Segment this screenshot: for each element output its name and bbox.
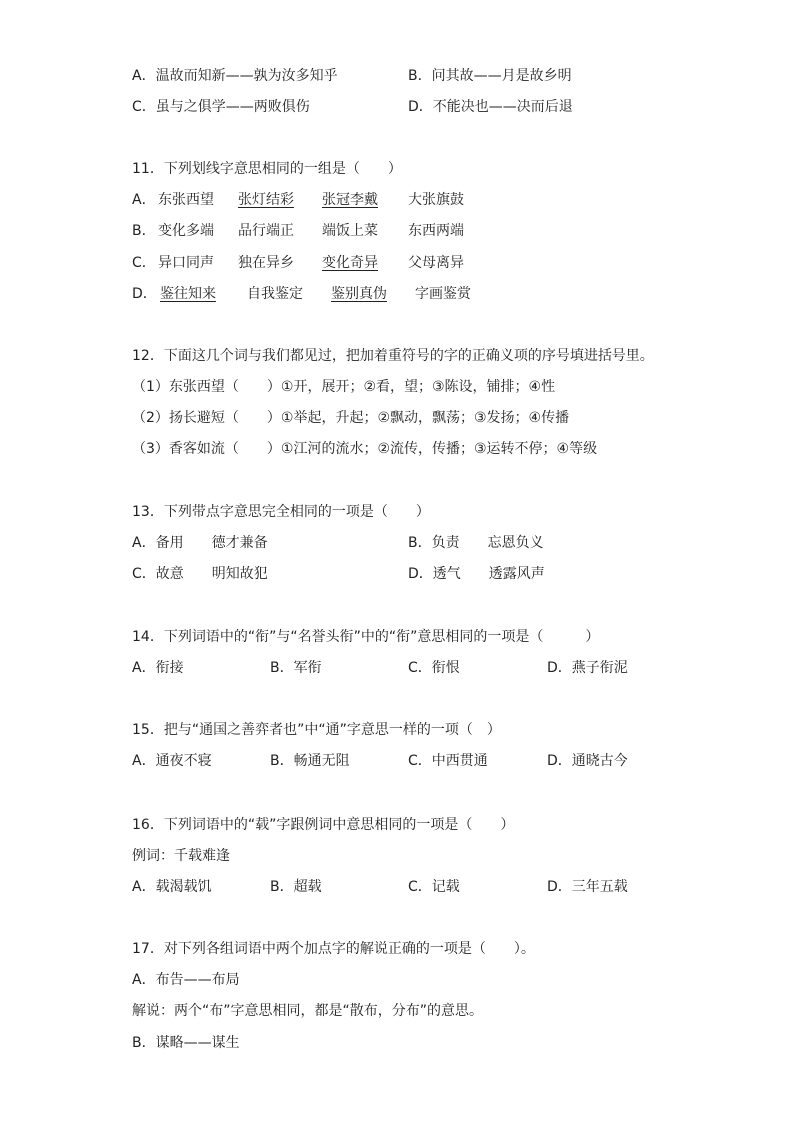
q16-example: 例词：千载难逢 bbox=[132, 848, 230, 864]
q15-option-d: D．通晓古今 bbox=[547, 753, 628, 769]
q13-option-a: A．备用 德才兼备 bbox=[132, 535, 268, 551]
q12-item-3: （3）香客如流（ ）①江河的流水；②流传，传播；③运转不停；④等级 bbox=[132, 441, 598, 457]
q14-option-b: B．军衔 bbox=[270, 660, 322, 676]
q13-option-c: C．故意 明知故犯 bbox=[132, 566, 268, 582]
q16-option-d: D．三年五载 bbox=[547, 879, 628, 895]
q17-option-a-note: 解说：两个“布”字意思相同，都是“散布，分布”的意思。 bbox=[132, 1003, 484, 1019]
q11-b-word-1: 变化多端 bbox=[158, 223, 214, 239]
q15-option-b: B．畅通无阻 bbox=[270, 753, 350, 769]
q11-b-word-2: 品行端正 bbox=[238, 223, 294, 239]
q12-stem: 12．下面这几个词与我们都见过，把加着重符号的字的正确义项的序号填进括号里。 bbox=[132, 348, 654, 364]
q12-item-1: （1）东张西望（ ）①开，展开；②看，望；③陈设，铺排；④性 bbox=[132, 379, 556, 395]
q16-option-c: C．记载 bbox=[408, 879, 460, 895]
q17-stem: 17．对下列各组词语中两个加点字的解说正确的一项是（ ）。 bbox=[132, 941, 535, 957]
q11-a-word-1: 东张西望 bbox=[158, 192, 214, 208]
q11-b-prefix: B． bbox=[132, 223, 156, 239]
q11-c-word-1: 异口同声 bbox=[158, 255, 214, 271]
q11-a-word-3: 张冠李戴 bbox=[322, 192, 378, 208]
q16-stem: 16．下列词语中的“载”字跟例词中意思相同的一项是（ ） bbox=[132, 817, 515, 833]
q17-option-b: B．谋略——谋生 bbox=[132, 1035, 240, 1051]
q11-b-word-4: 东西两端 bbox=[408, 223, 464, 239]
q10-option-b: B．问其故——月是故乡明 bbox=[408, 68, 572, 84]
q13-option-d: D．透气 透露风声 bbox=[408, 566, 545, 582]
q15-option-a: A．通夜不寝 bbox=[132, 753, 212, 769]
q10-option-d: D．不能决也——决而后退 bbox=[408, 99, 573, 115]
q11-c-word-2: 独在异乡 bbox=[238, 255, 294, 271]
q13-option-b: B．负责 忘恩负义 bbox=[408, 535, 544, 551]
q11-d-prefix: D． bbox=[132, 286, 157, 302]
q14-option-c: C．衔恨 bbox=[408, 660, 460, 676]
q11-c-word-3: 变化奇异 bbox=[322, 255, 378, 271]
q13-stem: 13．下列带点字意思完全相同的一项是（ ） bbox=[132, 504, 430, 520]
q12-item-2: （2）扬长避短（ ）①举起，升起；②飘动，飘荡；③发扬；④传播 bbox=[132, 410, 570, 426]
q11-c-prefix: C． bbox=[132, 255, 156, 271]
q11-d-word-1: 鉴往知来 bbox=[160, 286, 216, 302]
q11-d-word-4: 字画鉴赏 bbox=[415, 286, 471, 302]
q14-stem: 14．下列词语中的“衔”与“名誉头衔”中的“衔”意思相同的一项是（ ） bbox=[132, 629, 600, 645]
q15-option-c: C．中西贯通 bbox=[408, 753, 488, 769]
q10-option-c: C．虽与之俱学——两败俱伤 bbox=[132, 99, 310, 115]
q10-option-a: A．温故而知新——孰为汝多知乎 bbox=[132, 68, 338, 84]
q11-a-word-2: 张灯结彩 bbox=[238, 192, 294, 208]
q14-option-a: A．衔接 bbox=[132, 660, 184, 676]
q11-a-word-4: 大张旗鼓 bbox=[408, 192, 464, 208]
q16-option-a: A．载渴载饥 bbox=[132, 879, 212, 895]
q11-stem: 11．下列划线字意思相同的一组是（ ） bbox=[132, 161, 402, 177]
q11-d-word-3: 鉴别真伪 bbox=[331, 286, 387, 302]
q14-option-d: D．燕子衔泥 bbox=[547, 660, 628, 676]
q17-option-a: A．布告——布局 bbox=[132, 972, 240, 988]
q11-d-word-2: 自我鉴定 bbox=[247, 286, 303, 302]
q11-c-word-4: 父母离异 bbox=[408, 255, 464, 271]
q16-option-b: B．超载 bbox=[270, 879, 322, 895]
q11-b-word-3: 端饭上菜 bbox=[322, 223, 378, 239]
q11-a-prefix: A． bbox=[132, 192, 156, 208]
q15-stem: 15．把与“通国之善弈者也”中“通”字意思一样的一项（ ） bbox=[132, 722, 501, 738]
